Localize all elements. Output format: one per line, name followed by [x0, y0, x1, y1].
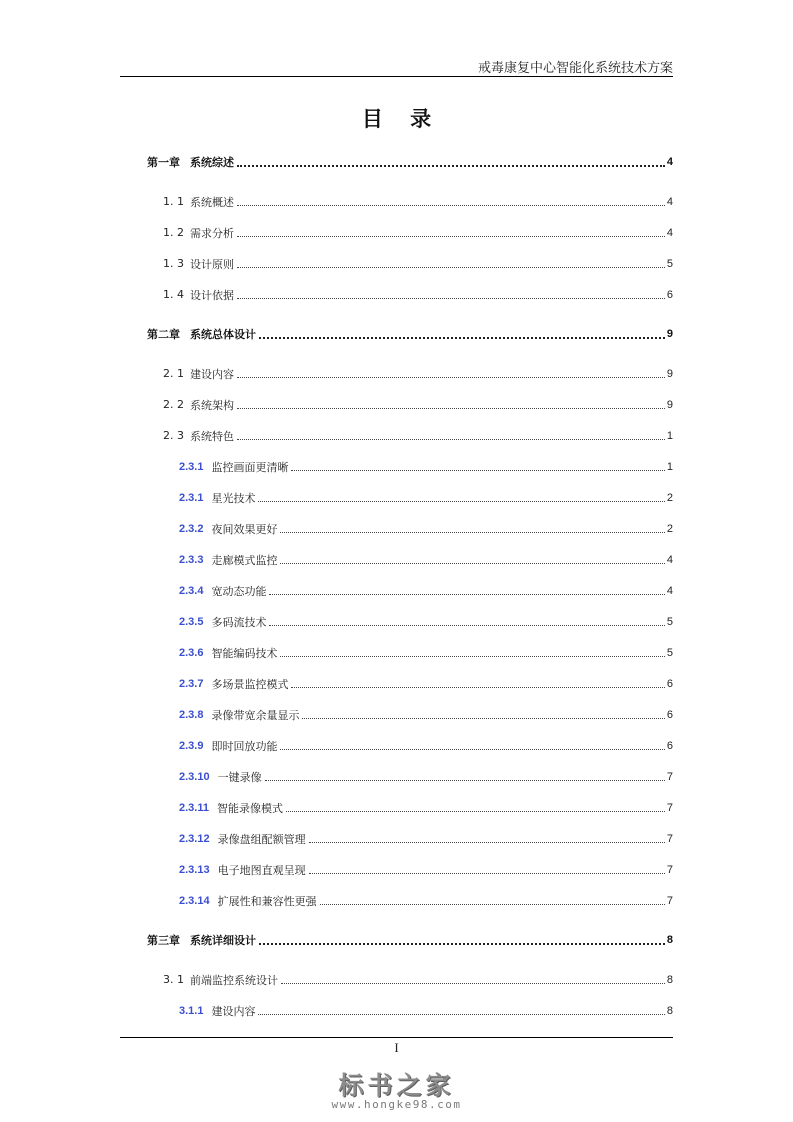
toc-entry-page: 5 [666, 646, 673, 659]
toc-entry[interactable] [147, 217, 673, 248]
toc-dot-leader [258, 1014, 664, 1015]
toc-entry-page: 2 [666, 522, 673, 535]
toc-dot-leader [265, 780, 665, 781]
toc-entry[interactable] [147, 248, 673, 279]
toc-entry-number: 2.3.3 [179, 553, 204, 566]
header-rule [120, 76, 673, 77]
toc-entry-number: 2. 3 [163, 429, 184, 442]
watermark-logo: 标书之家 [338, 1071, 455, 1100]
toc-entry-number: 2.3.4 [179, 584, 204, 597]
toc-dot-leader [281, 983, 665, 984]
toc-entry-number: 2. 1 [163, 367, 184, 380]
toc-entry[interactable] [147, 513, 673, 544]
toc-entry-text: 系统架构 [190, 398, 234, 412]
toc-entry-text: 建设内容 [190, 367, 234, 381]
toc-entry-text: 系统特色 [190, 429, 234, 443]
toc-entry[interactable] [147, 279, 673, 310]
toc-dot-leader [291, 470, 664, 471]
toc-entry[interactable] [147, 482, 673, 513]
toc-entry-text: 系统综述 [190, 156, 234, 169]
toc-entry[interactable] [147, 389, 673, 420]
toc-entry-text: 设计原则 [190, 257, 234, 271]
toc-entry-number: 2.3.12 [179, 832, 210, 845]
toc-chapter-entry[interactable] [147, 916, 673, 964]
running-header-title: 戒毒康复中心智能化系统技术方案 [477, 61, 673, 76]
toc-entry-number: 2.3.10 [179, 770, 210, 783]
toc-entry-number: 1. 1 [163, 195, 184, 208]
toc-entry-number: 1. 4 [163, 288, 184, 301]
toc-entry-text: 系统详细设计 [190, 934, 256, 947]
toc-dot-leader [237, 236, 665, 237]
toc-entry-text: 建设内容 [211, 1004, 256, 1018]
toc-entry-page: 6 [666, 739, 673, 752]
toc-entry-page: 8 [666, 934, 673, 946]
toc-entry-page: 1 [666, 460, 673, 473]
watermark-url: www.hongke98.com [331, 1098, 462, 1111]
toc-entry-number: 2.3.14 [179, 894, 210, 907]
toc-dot-leader [309, 842, 665, 843]
toc-entry-page: 6 [666, 288, 673, 301]
toc-entry-page: 4 [666, 195, 673, 208]
toc-dot-leader [280, 656, 664, 657]
toc-entry-number: 2.3.8 [179, 708, 204, 721]
toc-entry-text: 即时回放功能 [211, 739, 278, 753]
toc-entry-text: 一键录像 [217, 770, 262, 784]
toc-dot-leader [237, 439, 665, 440]
toc-dot-leader [280, 532, 664, 533]
toc-entry-page: 1 [666, 429, 673, 442]
toc-entry-page: 7 [666, 801, 673, 814]
toc-dot-leader [237, 165, 665, 167]
toc-entry[interactable] [147, 606, 673, 637]
toc-entry-page: 7 [666, 894, 673, 907]
toc-title: 目 录 [361, 107, 442, 131]
toc-dot-leader [237, 267, 665, 268]
toc-dot-leader [237, 377, 665, 378]
toc-entry-page: 7 [666, 863, 673, 876]
toc-entry[interactable] [147, 451, 673, 482]
toc-entry-number: 2.3.6 [179, 646, 204, 659]
toc-dot-leader [237, 408, 665, 409]
toc-entry[interactable] [147, 575, 673, 606]
toc-entry-number: 2.3.9 [179, 739, 204, 752]
toc-entry-number: 2.3.1 [179, 460, 204, 473]
toc-entry[interactable] [147, 637, 673, 668]
toc-entry[interactable] [147, 730, 673, 761]
toc-entry-page: 6 [666, 708, 673, 721]
toc-entry[interactable] [147, 964, 673, 995]
toc-entry[interactable] [147, 761, 673, 792]
toc-dot-leader [291, 687, 664, 688]
toc-entry[interactable] [147, 420, 673, 451]
toc-entry-page: 7 [666, 770, 673, 783]
toc-entry-page: 7 [666, 832, 673, 845]
toc-entry[interactable] [147, 792, 673, 823]
toc-entry-number: 2.3.7 [179, 677, 204, 690]
toc-entry-page: 5 [666, 257, 673, 270]
toc-entry[interactable] [147, 186, 673, 217]
toc-entry-number: 3. 1 [163, 973, 184, 986]
toc-entry-number: 2.3.1 [179, 491, 204, 504]
toc-entry-page: 4 [666, 553, 673, 566]
toc-entry-text: 夜间效果更好 [211, 522, 278, 536]
toc-dot-leader [309, 873, 665, 874]
toc-entry-number: 第一章 [147, 156, 180, 169]
toc-chapter-entry[interactable] [147, 310, 673, 358]
toc-dot-leader [320, 904, 665, 905]
toc-chapter-entry[interactable] [147, 138, 673, 186]
toc-entry[interactable] [147, 544, 673, 575]
toc-dot-leader [269, 594, 664, 595]
toc-entry-number: 2.3.5 [179, 615, 204, 628]
toc-entry-page: 9 [666, 367, 673, 380]
toc-dot-leader [302, 718, 664, 719]
page-number: I [394, 1040, 399, 1055]
toc-entry-page: 4 [666, 156, 673, 168]
toc-entry-page: 8 [666, 973, 673, 986]
toc-entry-text: 系统概述 [190, 195, 234, 209]
toc-entry-text: 多码流技术 [211, 615, 267, 629]
toc-entry-page: 9 [666, 328, 673, 340]
toc-entry-number: 2.3.11 [179, 801, 209, 814]
toc-entry-text: 监控画面更清晰 [211, 460, 289, 474]
toc-entry-page: 2 [666, 491, 673, 504]
toc-entry[interactable] [147, 699, 673, 730]
toc-entry-number: 2.3.13 [179, 863, 210, 876]
toc-entry-text: 前端监控系统设计 [190, 973, 278, 987]
toc-entry-text: 走廊模式监控 [211, 553, 278, 567]
toc-entry-text: 扩展性和兼容性更强 [217, 894, 317, 908]
toc-entry-number: 1. 2 [163, 226, 184, 239]
toc-entry[interactable] [147, 823, 673, 854]
toc-entry-number: 1. 3 [163, 257, 184, 270]
toc-dot-leader [280, 749, 664, 750]
toc-entry-page: 4 [666, 226, 673, 239]
toc-entry-number: 2.3.2 [179, 522, 204, 535]
toc-entry-text: 多场景监控模式 [211, 677, 289, 691]
toc-entry[interactable] [147, 995, 673, 1026]
toc-dot-leader [259, 943, 665, 945]
toc-entry-text: 设计依据 [190, 288, 234, 302]
toc-entry-number: 第二章 [147, 328, 180, 341]
toc-entry[interactable] [147, 854, 673, 885]
toc-entry-number: 3.1.1 [179, 1004, 204, 1017]
toc-list [147, 138, 673, 1026]
toc-entry-text: 录像盘组配额管理 [217, 832, 306, 846]
toc-entry-text: 录像带宽余量显示 [211, 708, 300, 722]
toc-entry-text: 电子地图直观呈现 [217, 863, 306, 877]
toc-entry-text: 智能录像模式 [216, 801, 283, 815]
toc-entry[interactable] [147, 668, 673, 699]
toc-dot-leader [269, 625, 664, 626]
toc-entry[interactable] [147, 358, 673, 389]
toc-entry-page: 9 [666, 398, 673, 411]
toc-entry-text: 需求分析 [190, 226, 234, 240]
toc-entry-page: 4 [666, 584, 673, 597]
toc-dot-leader [286, 811, 665, 812]
footer-rule [120, 1037, 673, 1038]
toc-dot-leader [280, 563, 664, 564]
toc-entry-page: 8 [666, 1004, 673, 1017]
toc-dot-leader [258, 501, 664, 502]
toc-entry-text: 宽动态功能 [211, 584, 267, 598]
toc-entry-number: 第三章 [147, 934, 180, 947]
toc-entry-number: 2. 2 [163, 398, 184, 411]
toc-entry-text: 系统总体设计 [190, 328, 256, 341]
toc-entry[interactable] [147, 885, 673, 916]
toc-entry-text: 星光技术 [211, 491, 256, 505]
toc-entry-text: 智能编码技术 [211, 646, 278, 660]
toc-dot-leader [259, 337, 665, 339]
toc-entry-page: 6 [666, 677, 673, 690]
toc-dot-leader [237, 205, 665, 206]
toc-entry-page: 5 [666, 615, 673, 628]
toc-dot-leader [237, 298, 665, 299]
